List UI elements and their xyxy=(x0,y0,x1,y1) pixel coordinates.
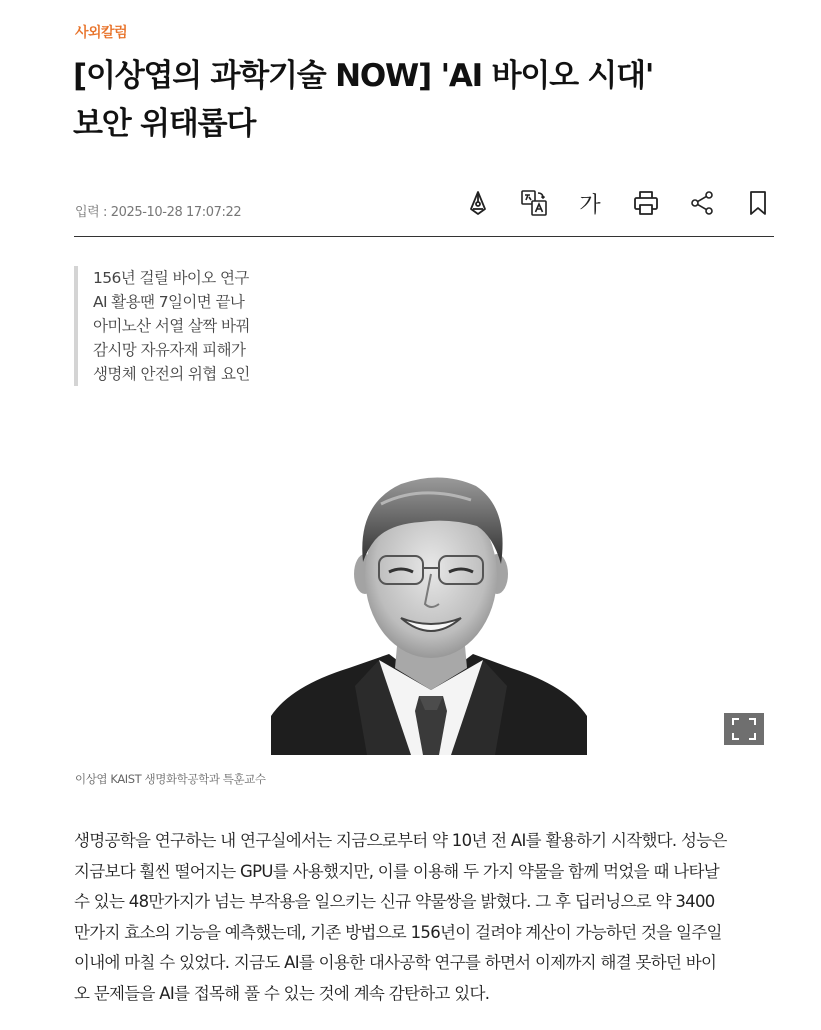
expand-image-button[interactable] xyxy=(724,713,764,745)
article-headline xyxy=(73,52,773,148)
print-icon xyxy=(632,189,660,217)
translate-icon xyxy=(520,189,548,217)
body-line: 생명공학을 연구하는 내 연구실에서는 지금으로부터 약 10년 전 AI를 활용하기 시작했다. 성능은 xyxy=(74,831,727,850)
author-photo xyxy=(271,464,587,755)
expand-icon xyxy=(732,718,756,740)
translate-button[interactable] xyxy=(517,186,551,220)
bookmark-icon xyxy=(744,189,772,217)
summary-line: 156년 걸릴 바이오 연구 xyxy=(93,269,249,287)
bookmark-button[interactable] xyxy=(741,186,775,220)
summary-line: 생명체 안전의 위협 요인 xyxy=(93,365,250,383)
author-portrait xyxy=(271,464,587,755)
body-line: 지금보다 훨씬 떨어지는 GPU를 사용했지만, 이를 이용해 두 가지 약물을 함께 먹었을 때 나타날 xyxy=(74,861,719,881)
article-body xyxy=(74,826,778,1009)
body-line: 만가지 효소의 기능을 예측했는데, 기존 방법으로 156년이 걸려야 계산이 가능하던 것을 일주일 xyxy=(74,922,722,942)
publish-date: 입력 : 2025-10-28 17:07:22 xyxy=(75,205,242,220)
share-button[interactable] xyxy=(685,186,719,220)
photo-caption: 이상엽 KAIST 생명화학공학과 특훈교수 xyxy=(75,772,266,786)
font-size-icon: 가 xyxy=(579,192,601,218)
body-line: 오 문제들을 AI를 접목해 풀 수 있는 것에 계속 감탄하고 있다. xyxy=(74,983,490,1003)
font-size-button[interactable] xyxy=(573,186,607,220)
article-summary xyxy=(74,266,374,386)
share-icon xyxy=(688,189,716,217)
category-label[interactable]: 사외칼럼 xyxy=(75,25,128,41)
print-button[interactable] xyxy=(629,186,663,220)
pen-nib-button[interactable] xyxy=(461,186,495,220)
article-meta xyxy=(75,180,775,224)
headline-line: 보안 위태롭다 xyxy=(73,106,256,142)
header-divider xyxy=(74,236,774,237)
article-toolbar xyxy=(439,186,775,220)
summary-line: 감시망 자유자재 피해가 xyxy=(93,341,246,359)
body-line: 이내에 마칠 수 있었다. 지금도 AI를 이용한 대사공학 연구를 하면서 이제까지 해결 못하던 바이 xyxy=(74,953,717,972)
headline-line: [이상엽의 과학기술 NOW] 'AI 바이오 시대' xyxy=(73,58,654,94)
summary-line: AI 활용땐 7일이면 끝나 xyxy=(93,293,245,311)
summary-line: 아미노산 서열 살짝 바꿔 xyxy=(93,317,250,335)
body-line: 수 있는 48만가지가 넘는 부작용을 일으키는 신규 약물쌍을 밝혔다. 그 후 딥러닝으로 약 3400 xyxy=(74,892,715,911)
pen-nib-icon xyxy=(464,189,492,217)
